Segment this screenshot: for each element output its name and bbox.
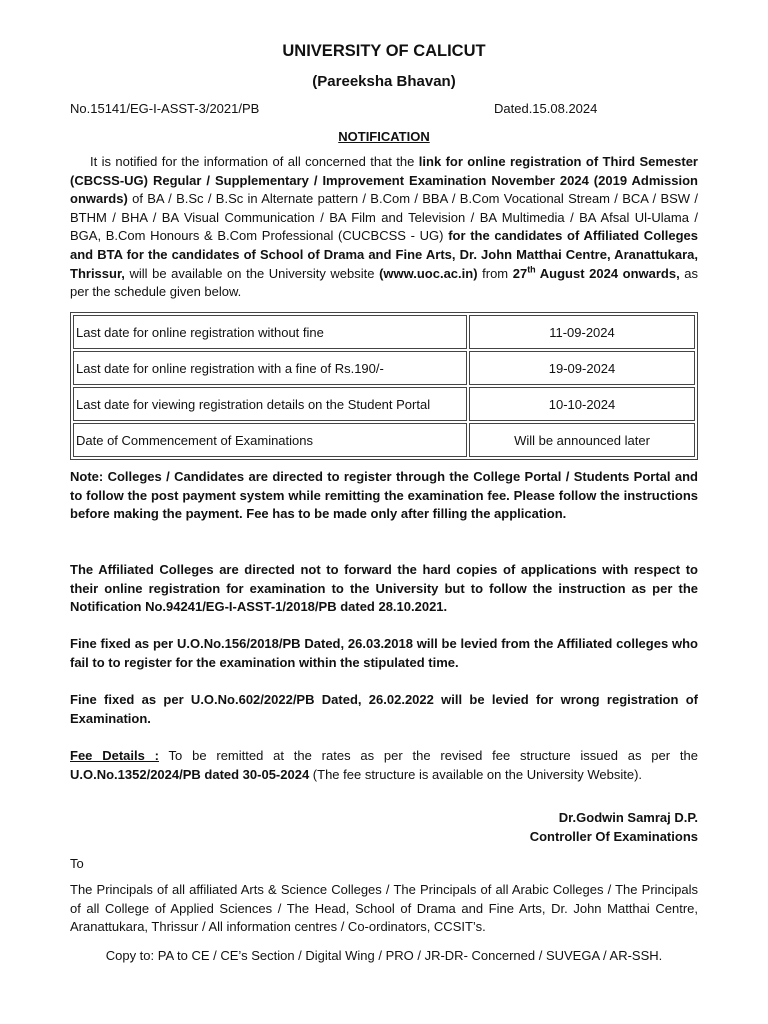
signatory-name: Dr.Godwin Samraj D.P.: [558, 810, 698, 825]
intro-text-1: It is notified for the information of all concerned that the: [90, 154, 419, 169]
table-row: [73, 315, 695, 349]
intro-text-3: will be available on the University website: [124, 265, 380, 281]
schedule-label: Date of Commencement of Examinations: [73, 423, 467, 457]
schedule-label: Last date for online registration with a fine of Rs.190/-: [73, 351, 467, 385]
intro-bold-1: link for online registration of Third Semester (CBCSS-UG) Regular / Supplementary / Improvement Examination November 2024 (2019 Admission onwards): [70, 154, 698, 207]
fee-details-paragraph: [70, 747, 698, 784]
table-row: [73, 351, 695, 385]
table-row: [73, 423, 695, 457]
intro-paragraph: [70, 153, 698, 302]
intro-text-4: from: [477, 265, 513, 281]
reference-number: No.15141/EG-I-ASST-3/2021/PB: [70, 101, 260, 116]
schedule-value: Will be announced later: [469, 423, 695, 457]
intro-date-suffix: th: [527, 264, 536, 275]
fee-text-2: (The fee structure is available on the University Website).: [309, 766, 643, 782]
intro-text-2: of BA / B.Sc / B.Sc in Alternate pattern / B.Com / BBA / B.Com Vocational Stream / BCA / BSW / BTHM / BHA / BA Visual Communication / BA Film and Television / BA Multimedia / BA Afsal Ul-Ulama / BGA, B.Com Honours & B.Com Professional (CUCBCSS - UG): [70, 191, 698, 244]
schedule-value: 19-09-2024: [469, 351, 695, 385]
fee-text-1: To be remitted at the rates as per the revised fee structure issued as per the: [158, 748, 698, 763]
notification-date: Dated.15.08.2024: [494, 101, 598, 116]
university-title: UNIVERSITY OF CALICUT: [282, 42, 486, 60]
notification-heading: NOTIFICATION: [338, 129, 430, 144]
intro-text-5: as per the schedule given below.: [70, 265, 699, 300]
fine-late-registration-paragraph: Fine fixed as per U.O.No.156/2018/PB Dated, 26.03.2018 will be levied from the Affiliated colleges who fail to to register for the examination within the stipulated time.: [70, 636, 698, 670]
intro-date-day: 27: [512, 265, 528, 281]
intro-bold-2: for the candidates of Affiliated Colleges and BTA for the candidates of School of Drama and Fine Arts, Dr. John Matthai Centre, Aranattukara, Thrissur,: [70, 228, 698, 281]
intro-date-month: August 2024 onwards,: [535, 265, 680, 281]
schedule-label: Last date for online registration without fine: [73, 315, 467, 349]
note-paragraph: Note: Colleges / Candidates are directed to register through the College Portal / Students Portal and to follow the post payment system while remitting the examination fee. Please follow the instructions before making the payment. Fee has to be made only after filling the application.: [70, 469, 698, 522]
recipients-paragraph: The Principals of all affiliated Arts & Science Colleges / The Principals of all Arabic Colleges / The Principals of all College of Applied Sciences / The Head, School of Drama and Fine Arts, Dr. John Matthai Centre, Aranattukara, Thrissur / All information centres / Co-ordinators, CCSIT’s.: [70, 882, 698, 935]
office-subtitle: (Pareeksha Bhavan): [312, 73, 456, 90]
fee-order-ref: U.O.No.1352/2024/PB dated 30-05-2024: [70, 766, 310, 782]
fee-details-label: Fee Details :: [70, 748, 159, 763]
to-label: To: [70, 856, 84, 871]
schedule-label: Last date for viewing registration details on the Student Portal: [73, 387, 467, 421]
table-row: [73, 387, 695, 421]
fine-wrong-registration-paragraph: Fine fixed as per U.O.No.602/2022/PB Dated, 26.02.2022 will be levied for wrong registration of Examination.: [70, 692, 698, 726]
copy-to-line: Copy to: PA to CE / CE’s Section / Digital Wing / PRO / JR-DR- Concerned / SUVEGA / AR-SSH.: [105, 948, 663, 963]
schedule-table: [70, 312, 698, 460]
affiliated-colleges-paragraph: The Affiliated Colleges are directed not to forward the hard copies of applications with respect to their online registration for examination to the University but to follow the instruction as per the Notification No.94241/EG-I-ASST-1/2018/PB dated 28.10.2021.: [70, 562, 698, 615]
schedule-value: 10-10-2024: [469, 387, 695, 421]
website-link: (www.uoc.ac.in): [379, 265, 478, 281]
signatory-designation: Controller Of Examinations: [529, 829, 698, 844]
schedule-value: 11-09-2024: [469, 315, 695, 349]
